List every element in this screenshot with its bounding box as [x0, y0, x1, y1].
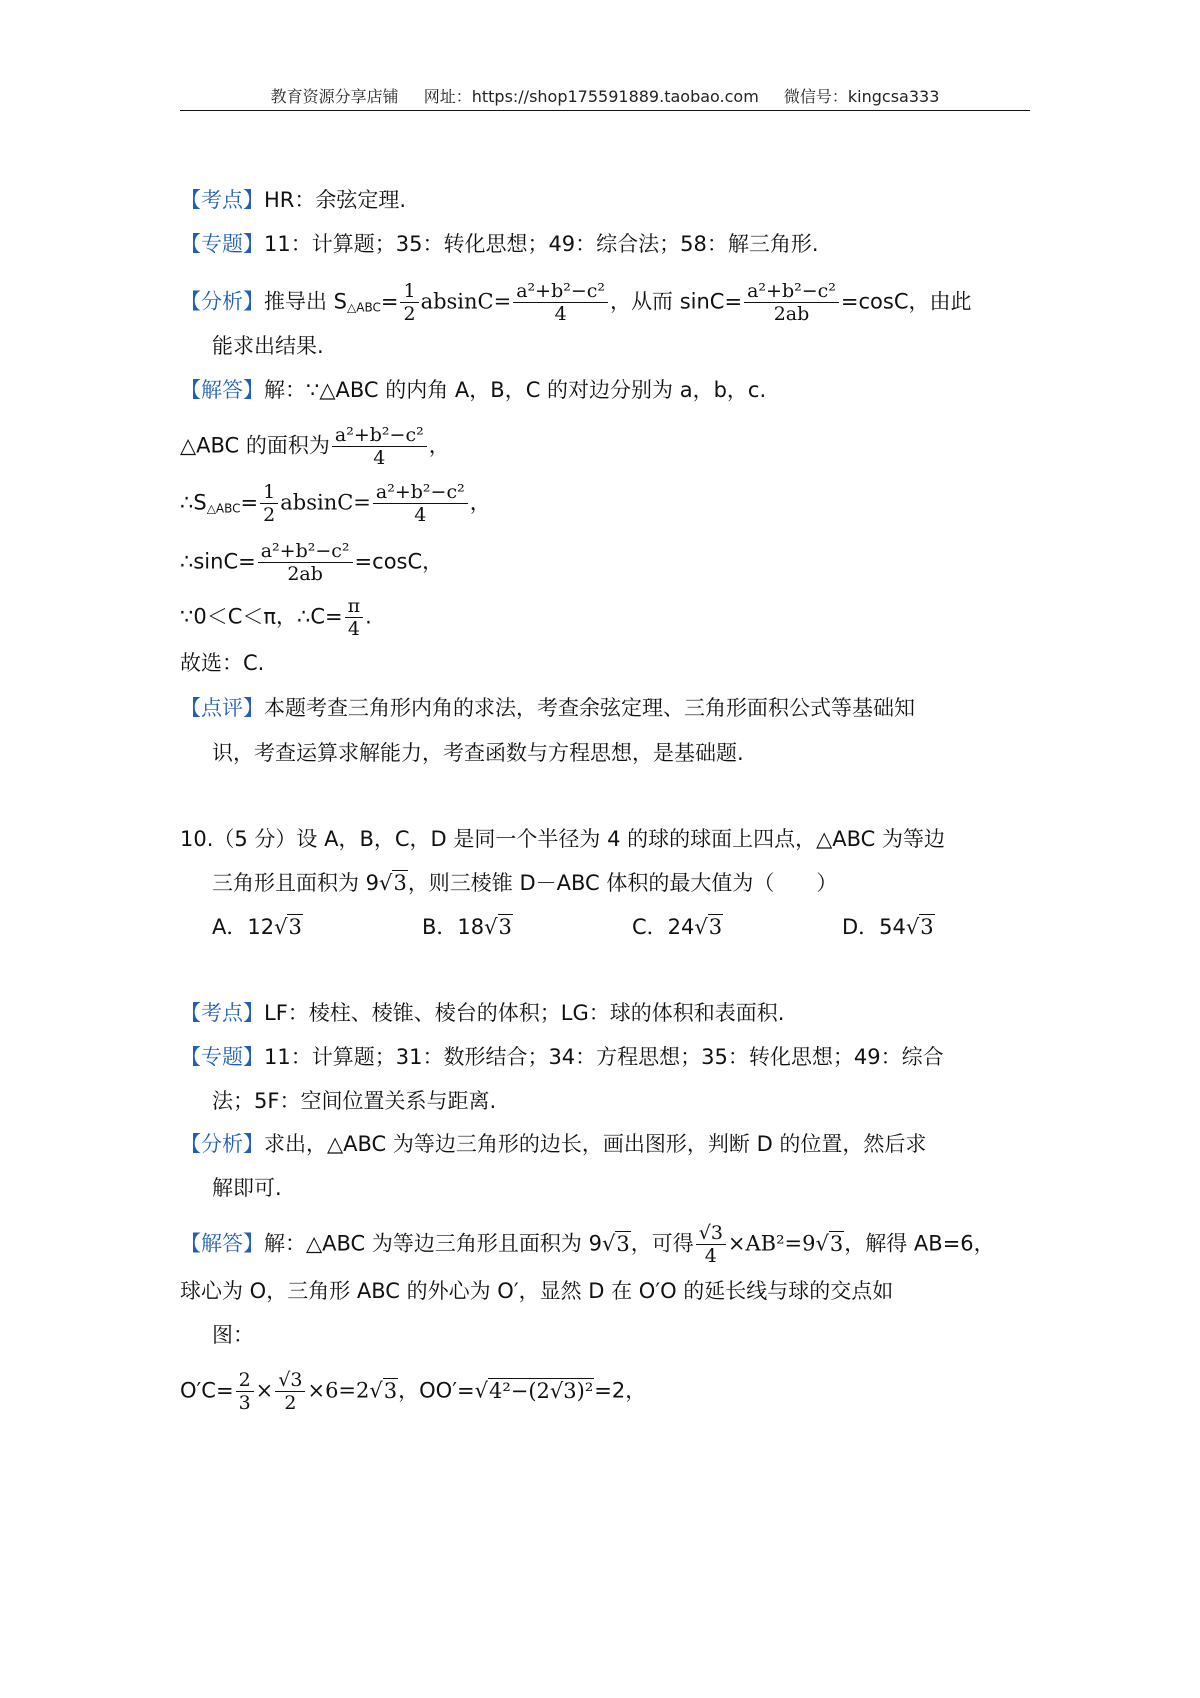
fraction-2-3: $\frac{2}{3}$ — [236, 1369, 254, 1414]
q10-stem-cont: 三角形且面积为 9√3，则三棱锥 D－ABC 体积的最大值为（ ） — [212, 871, 838, 895]
fraction-sinC-2: $\frac{\text{a²+b²−c²}}{2ab}$ — [258, 540, 353, 585]
choice-a[interactable]: A．12√3 — [212, 915, 302, 939]
q10-zhuanti: 【专题】11：计算题；31：数形结合；34：方程思想；35：转化思想；49：综合 — [180, 1045, 944, 1069]
q10-zhuanti-cont: 法；5F：空间位置关系与距离. — [212, 1089, 497, 1113]
fraction-sinC: $\frac{\text{a²+b²−c²}}{2ab}$ — [744, 280, 839, 325]
fraction-area-2: $\frac{\text{a²+b²−c²}}{4}$ — [332, 424, 427, 469]
q10-stem: 10.（5 分）设 A，B，C，D 是同一个半径为 4 的球的球面上四点，△ABC 为等边 — [180, 827, 945, 851]
fraction-area: $\frac{\text{a²+b²−c²}}{4}$ — [513, 280, 608, 325]
q10-fenxi: 【分析】求出，△ABC 为等边三角形的边长，画出图形，判断 D 的位置，然后求 — [180, 1132, 927, 1156]
q9-sinC-line: ∴sinC= $\frac{\text{a²+b²−c²}}{2ab}$ =cosC， — [180, 540, 444, 585]
fraction-half: $\frac{1}{2}$ — [400, 280, 418, 325]
fraction-pi-4: $\frac{\pi}{4}$ — [345, 595, 364, 640]
choice-c[interactable]: C．24√3 — [632, 915, 723, 939]
q9-dianping: 【点评】本题考查三角形内角的求法，考查余弦定理、三角形面积公式等基础知 — [180, 696, 915, 720]
tag-dianping: 【点评】 — [180, 696, 264, 720]
choice-d[interactable]: D．54√3 — [842, 915, 934, 939]
q9-C-line: ∵0＜C＜π，∴C= $\frac{\pi}{4}$ . — [180, 595, 372, 640]
sqrt-3: √3 — [379, 871, 407, 895]
tag-jieda: 【解答】 — [180, 378, 264, 402]
q10-fenxi-cont: 解即可. — [212, 1176, 282, 1200]
header-rule — [180, 110, 1030, 111]
q10-line2: 球心为 O，三角形 ABC 的外心为 O′，显然 D 在 O′O 的延长线与球的交点如 — [180, 1279, 894, 1303]
q9-fenxi: 【分析】推导出 $S_{\triangle ABC}=$ $\frac{1}{2}$ absinC= $\frac{\text{a²+b²−c²}}{4}$ ，从而 sinC= $\frac{\text{a²+b²−c²}}{2ab}$ =cosC，由此 — [180, 280, 972, 325]
q9-s-line: $\therefore S_{\triangle ABC}=$ $\frac{1}{2}$ absinC= $\frac{\text{a²+b²−c²}}{4}$ ， — [180, 481, 491, 526]
q9-answer: 故选：C. — [180, 651, 265, 675]
fraction-sqrt3-4: $\frac{√3}{4}$ — [696, 1222, 726, 1267]
tag-zhuanti: 【专题】 — [180, 232, 264, 256]
q9-jieda: 【解答】解：∵△ABC 的内角 A，B，C 的对边分别为 a，b，c. — [180, 378, 767, 402]
choice-b[interactable]: B．18√3 — [422, 915, 512, 939]
q9-fenxi-cont: 能求出结果. — [212, 334, 324, 358]
q10-oc-line: O′C= $\frac{2}{3}$ × $\frac{√3}{2}$ ×6=2√3，OO′=√4²−(2√3)²=2， — [180, 1369, 647, 1414]
fraction-half-2: $\frac{1}{2}$ — [260, 481, 278, 526]
q10-line3: 图： — [212, 1323, 254, 1347]
fraction-area-3: $\frac{\text{a²+b²−c²}}{4}$ — [373, 481, 468, 526]
q9-kaodian: 【考点】HR：余弦定理. — [180, 188, 407, 212]
page-header — [180, 84, 1030, 107]
header-shop: 教育资源分享店铺 — [270, 87, 399, 106]
tag-kaodian: 【考点】 — [180, 188, 264, 212]
q9-dianping-cont: 识，考查运算求解能力，考查函数与方程思想，是基础题. — [212, 741, 744, 765]
header-wechat: 微信号：kingcsa333 — [783, 87, 940, 106]
fraction-sqrt3-2: $\frac{√3}{2}$ — [275, 1369, 305, 1414]
q10-jieda: 【解答】解：△ABC 为等边三角形且面积为 9√3，可得 $\frac{√3}{4}$ ×AB²=9√3，解得 AB=6， — [180, 1222, 995, 1267]
tag-fenxi: 【分析】 — [180, 289, 264, 314]
q10-choices — [212, 912, 1052, 942]
q9-area-line: △ABC 的面积为 $\frac{\text{a²+b²−c²}}{4}$ ， — [180, 424, 450, 469]
q9-zhuanti: 【专题】11：计算题；35：转化思想；49：综合法；58：解三角形. — [180, 232, 819, 256]
q10-kaodian: 【考点】LF：棱柱、棱锥、棱台的体积；LG：球的体积和表面积. — [180, 1001, 785, 1025]
sqrt-oo: √4²−(2√3)² — [474, 1378, 594, 1403]
header-url: 网址：https://shop175591889.taobao.com — [423, 87, 759, 106]
